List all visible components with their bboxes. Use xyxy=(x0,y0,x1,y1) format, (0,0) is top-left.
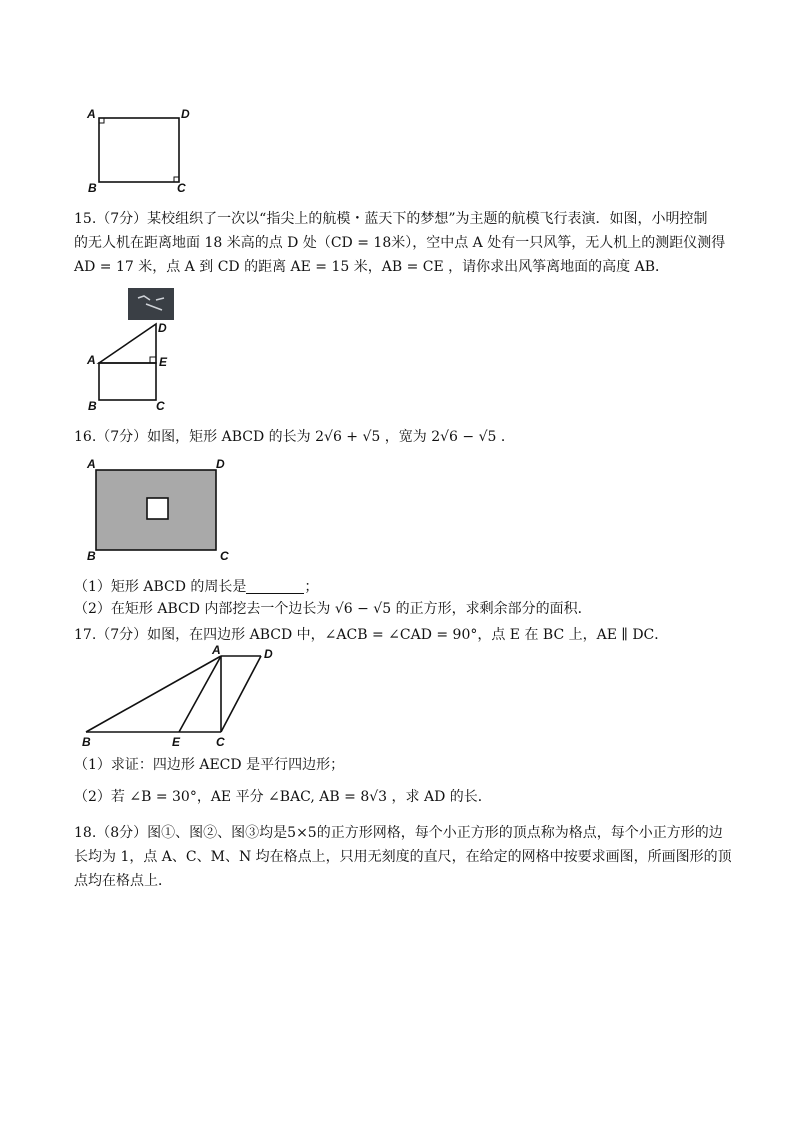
label-A: A xyxy=(87,107,96,121)
figure-kite-drone xyxy=(84,284,194,416)
label-E: E xyxy=(159,355,168,369)
q16-part-1-text: （1）矩形 ABCD 的周长是 xyxy=(74,579,247,595)
answer-blank[interactable] xyxy=(246,579,304,594)
label-C: C xyxy=(220,549,229,563)
label-B: B xyxy=(88,181,97,195)
q16-part-2: （2）在矩形 ABCD 内部挖去一个边长为 √6 − √5 的正方形，求剩余部分的面积． xyxy=(74,601,592,617)
q16-part-1 xyxy=(74,576,318,596)
label-A: A xyxy=(87,457,96,471)
q16-stem: 16.（7分）如图，矩形 ABCD 的长为 2√6 + √5 ，宽为 2√6 − √5 ． xyxy=(74,429,515,445)
label-B: B xyxy=(87,549,96,563)
q18-line-3: 点均在格点上． xyxy=(74,873,172,889)
label-D: D xyxy=(216,457,225,471)
label-C: C xyxy=(216,735,225,749)
label-D: D xyxy=(264,647,273,661)
label-D: D xyxy=(158,321,167,335)
label-A: A xyxy=(87,353,96,367)
label-B: B xyxy=(88,399,97,413)
figure-rectangle-top xyxy=(84,104,194,196)
label-D: D xyxy=(181,107,190,121)
figure-quadrilateral xyxy=(76,642,288,750)
cut-square xyxy=(147,498,168,519)
q16-part-1-end: ； xyxy=(304,579,319,595)
drone-photo xyxy=(128,288,174,320)
label-A: A xyxy=(212,643,221,657)
q17-part-2: （2）若 ∠B = 30°，AE 平分 ∠BAC, AB = 8√3 ，求 AD 的长． xyxy=(74,789,492,805)
q17-stem: 17.（7分）如图，在四边形 ABCD 中，∠ACB = ∠CAD = 90°，点 E 在 BC 上，AE ∥ DC． xyxy=(74,627,669,643)
q15-line-2: 的无人机在距离地面 18 米高的点 D 处（CD = 18米），空中点 A 处有一只风筝，无人机上的测距仪测得 xyxy=(74,235,726,251)
figure-rectangle-shaded xyxy=(84,456,240,564)
label-B: B xyxy=(82,735,91,749)
q17-part-1: （1）求证：四边形 AECD 是平行四边形； xyxy=(74,757,345,773)
q18-line-2: 长均为 1，点 A、C、M、N 均在格点上，只用无刻度的直尺，在给定的网格中按要求画图，所画图形的顶 xyxy=(74,849,732,865)
q18-line-1: 18.（8分）图①、图②、图③均是5×5的正方形网格，每个小正方形的顶点称为格点，每个小正方形的边 xyxy=(74,825,723,841)
q15-line-1: 15.（7分）某校组织了一次以“指尖上的航模・蓝天下的梦想”为主题的航模飞行表演．如图，小明控制 xyxy=(74,211,708,227)
label-C: C xyxy=(177,181,186,195)
label-E: E xyxy=(172,735,181,749)
q15-line-3: AD = 17 米，点 A 到 CD 的距离 AE = 15 米，AB = CE ，请你求出风筝离地面的高度 AB． xyxy=(74,259,670,275)
label-C: C xyxy=(156,399,165,413)
